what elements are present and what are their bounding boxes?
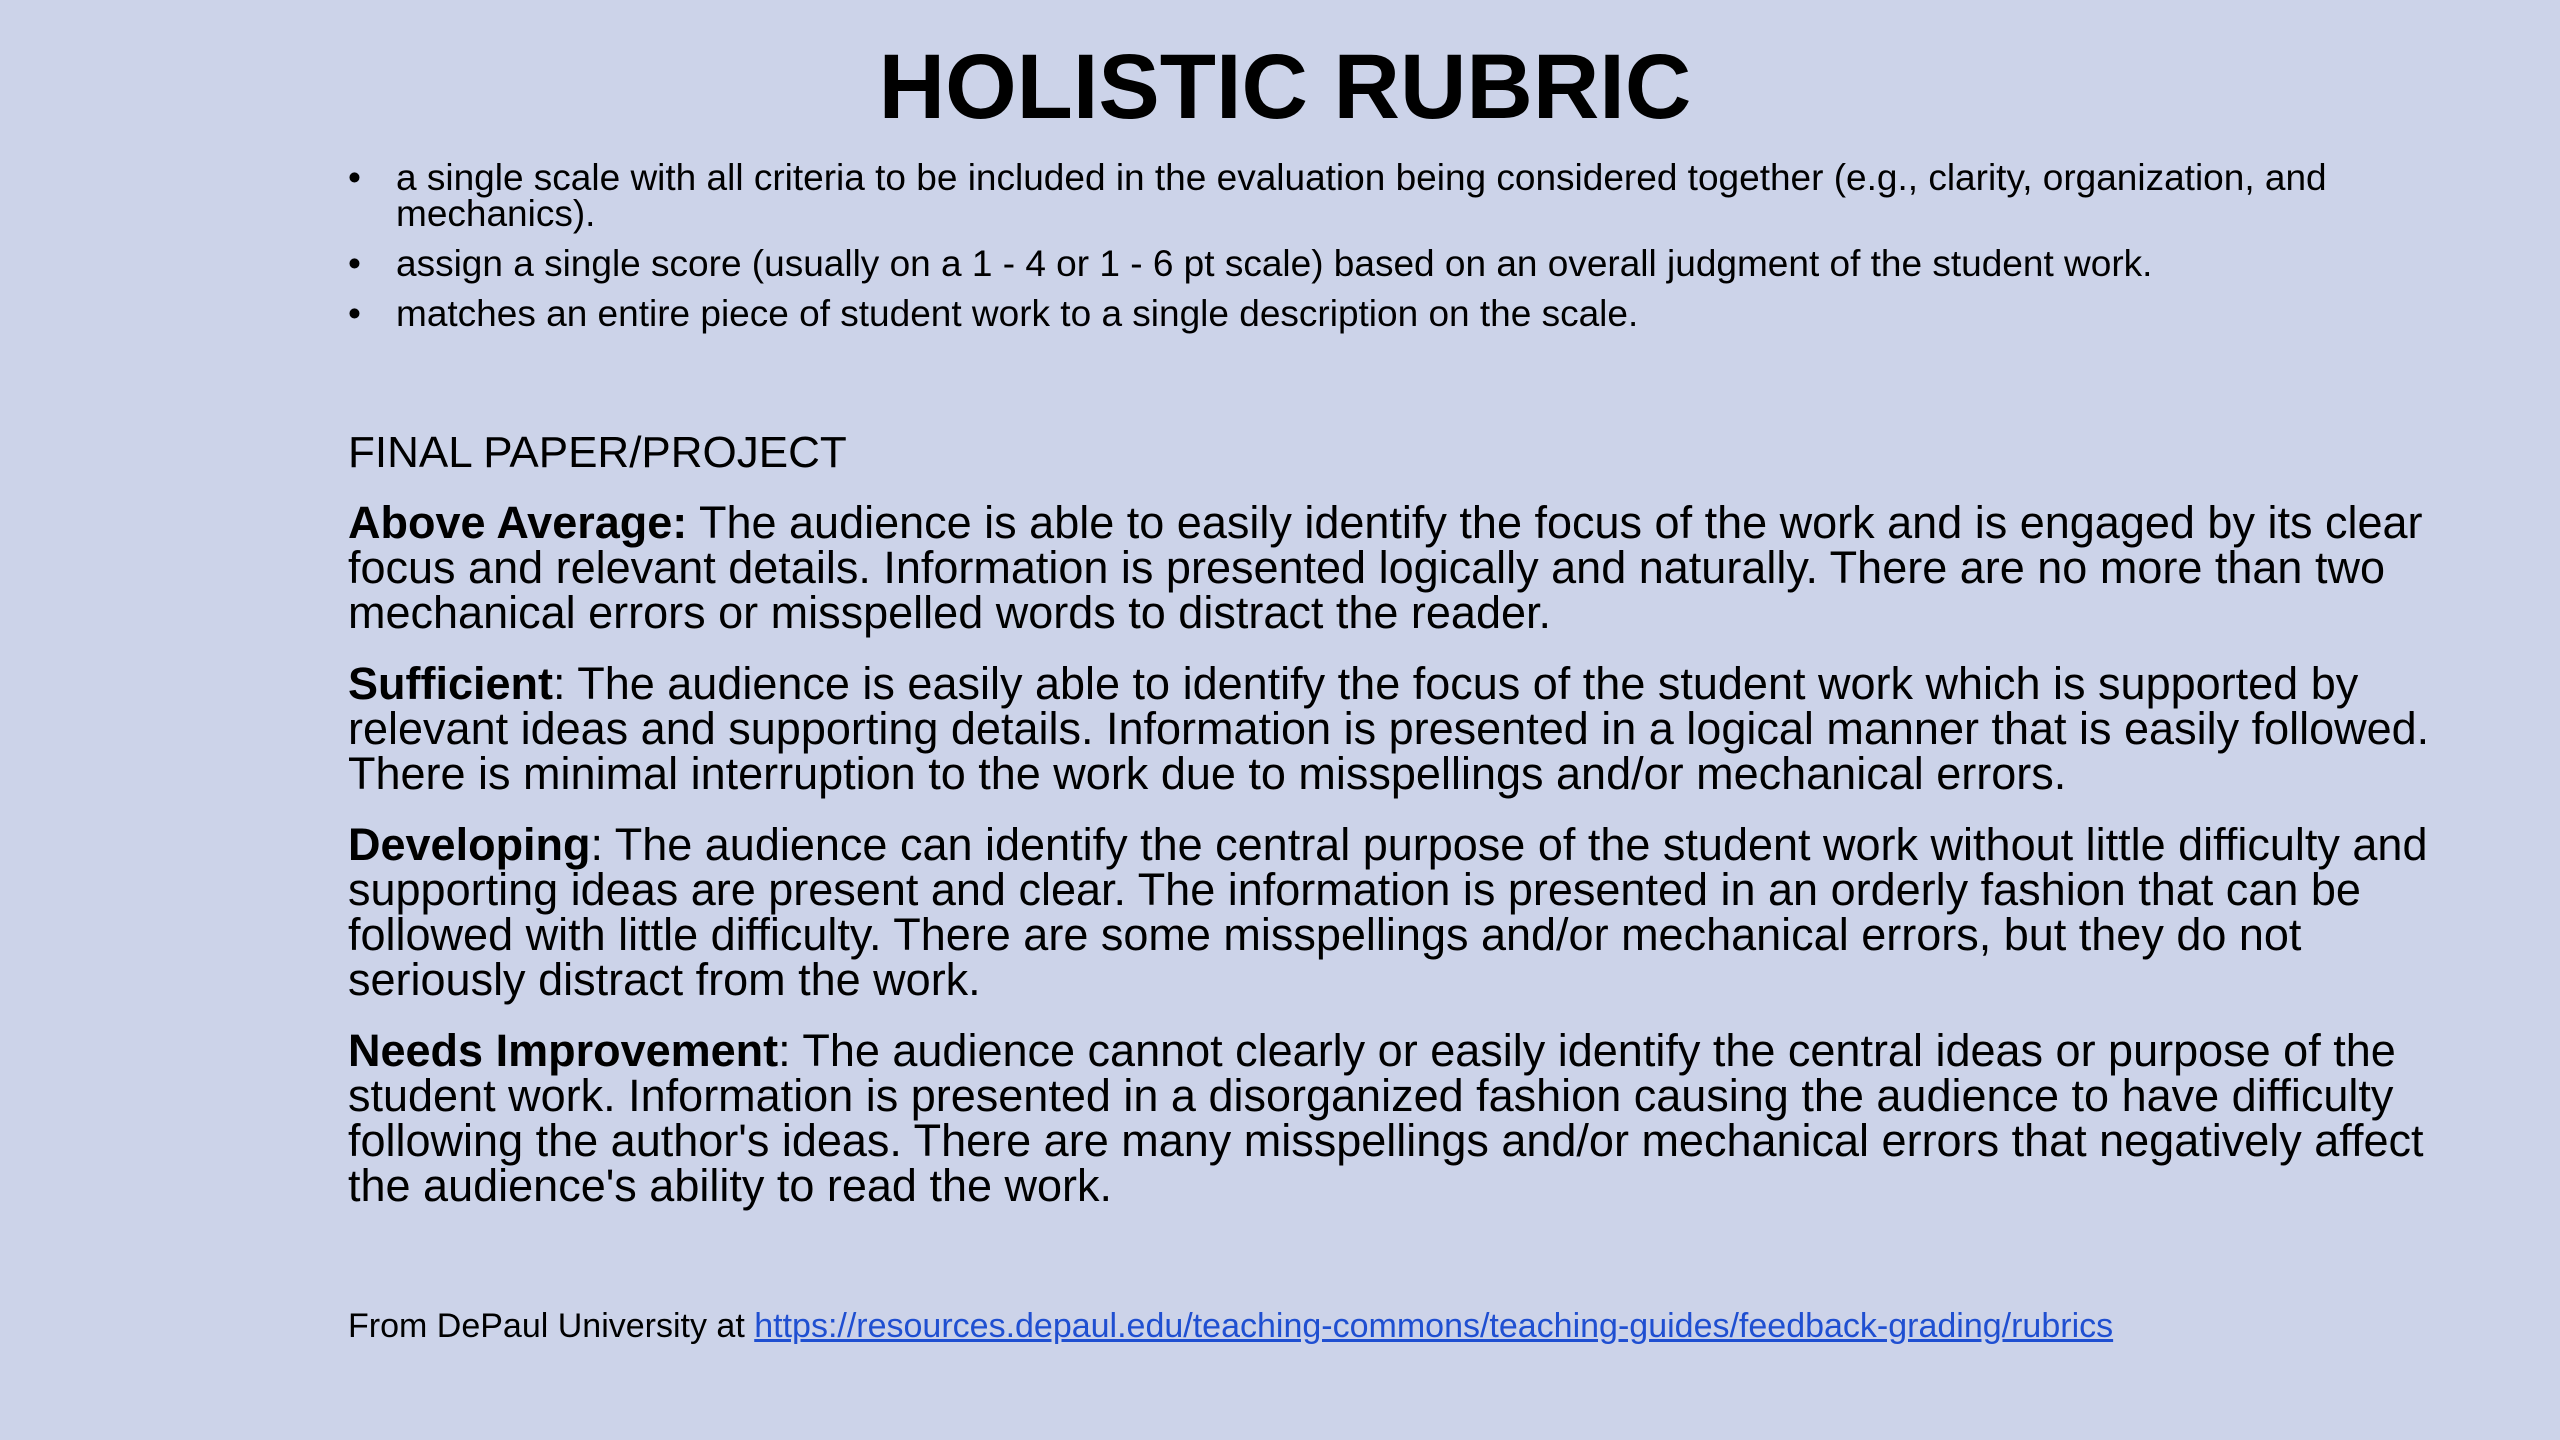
level-name: Sufficient [348, 658, 554, 709]
slide-title: HOLISTIC RUBRIC [878, 36, 1692, 138]
bullet-item [348, 157, 2468, 234]
level-name: Above Average: [348, 497, 688, 548]
rubric-level-above-average [348, 497, 2488, 638]
rubric-level-sufficient [348, 658, 2488, 799]
source-prefix: From DePaul University at [348, 1307, 755, 1345]
bullet-text: matches an entire piece of student work to a single description on the scale. [396, 293, 1639, 334]
bullet-item [348, 293, 2468, 334]
rubric-level-developing [348, 819, 2488, 1005]
level-description: The audience is able to easily identify the focus of the work and is engaged by its clear focus and relevant details. Information is presented logically and naturally. There are no more than two mechanical errors or misspelled words to distract the reader. [348, 497, 2423, 638]
source-link[interactable]: https://resources.depaul.edu/teaching-commons/teaching-guides/feedback-grading/rubrics [754, 1307, 2114, 1345]
level-name: Needs Improvement [348, 1025, 779, 1076]
source-citation [348, 1306, 2113, 1346]
rubric-levels [348, 497, 2488, 1234]
bullet-dot-icon: • [348, 157, 361, 198]
rubric-level-needs-improvement [348, 1025, 2488, 1211]
level-description: : The audience can identify the central purpose of the student work without little difficulty and supporting ideas are present and clear. The information is presented in an orderly fashion that can be followed with little difficulty. There are some misspellings and/or mechanical errors, but they do not seriously distract from the work. [348, 819, 2428, 1005]
definition-bullet-list [348, 157, 2468, 346]
bullet-dot-icon: • [348, 243, 361, 284]
bullet-text: a single scale with all criteria to be included in the evaluation being considered together (e.g., clarity, organization, and mechanics). [396, 157, 2327, 234]
bullet-dot-icon: • [348, 293, 361, 334]
level-name: Developing [348, 819, 591, 870]
section-heading: FINAL PAPER/PROJECT [348, 428, 847, 477]
bullet-item [348, 243, 2468, 284]
bullet-text: assign a single score (usually on a 1 - 4 or 1 - 6 pt scale) based on an overall judgment of the student work. [396, 243, 2153, 284]
level-description: : The audience cannot clearly or easily identify the central ideas or purpose of the student work. Information is presented in a disorganized fashion causing the audience to have difficulty following the author's ideas. There are many misspellings and/or mechanical errors that negatively affect the audience's ability to read the work. [348, 1025, 2424, 1211]
level-description: : The audience is easily able to identify the focus of the student work which is supported by relevant ideas and supporting details. Information is presented in a logical manner that is easily followed. There is minimal interruption to the work due to misspellings and/or mechanical errors. [348, 658, 2430, 799]
